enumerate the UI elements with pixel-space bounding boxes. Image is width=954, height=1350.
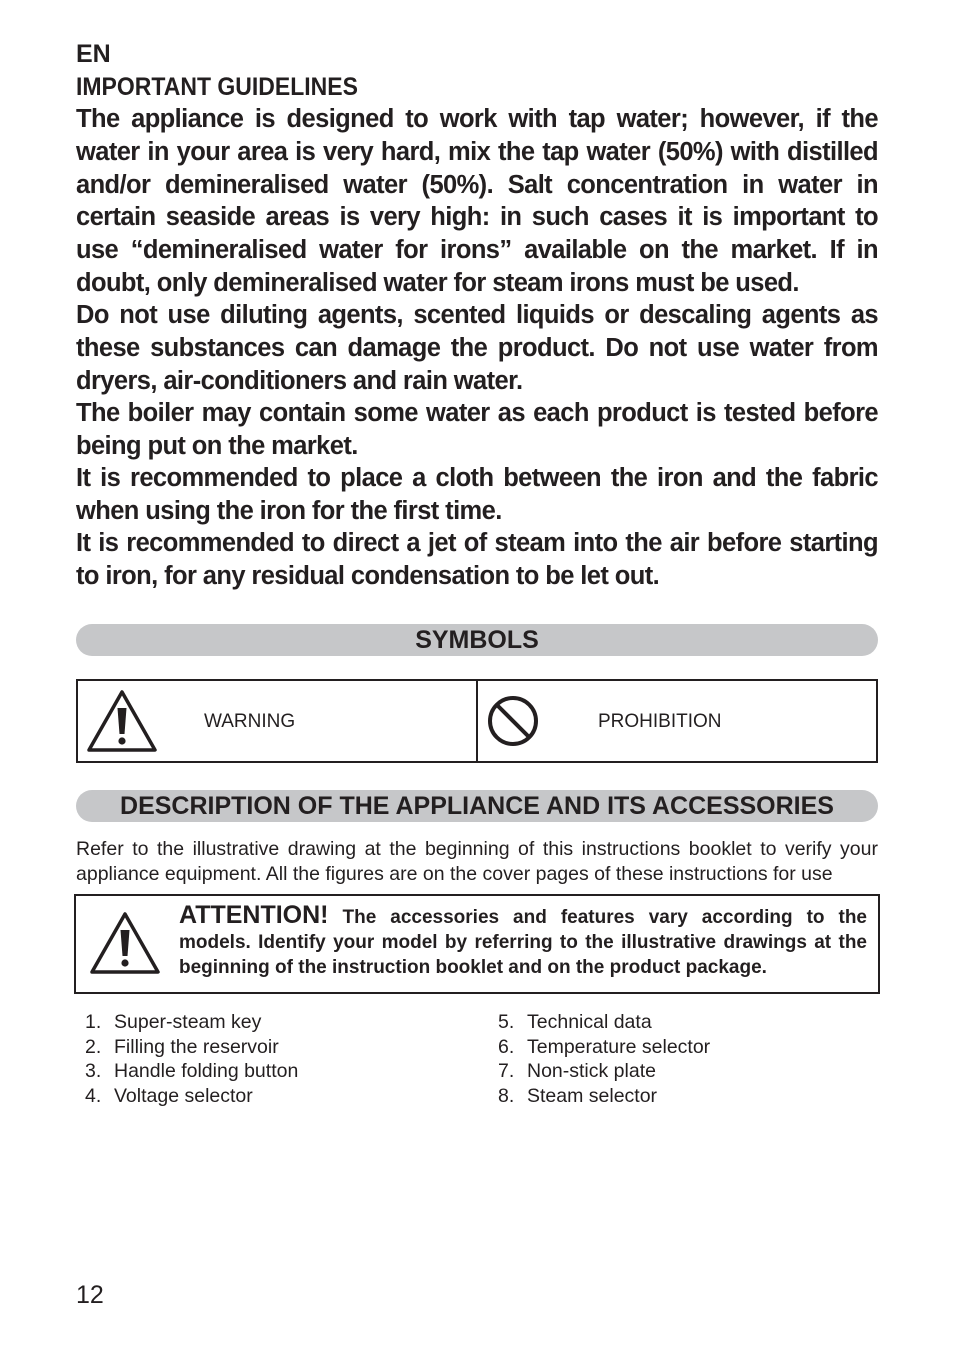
language-code: EN [76, 40, 111, 68]
part-label: Voltage selector [114, 1084, 253, 1107]
guideline-paragraph: The appliance is designed to work with tap water; however, if the water in your area is very hard, mix the tap water (50%) with distilled and/or demineralised water (50%). Salt concentration in water in certain seaside areas is very high: in such cases it is important to use “demineralised water for irons” available on the market. If in doubt, only demineralised water for steam irons must be used. [76, 105, 878, 297]
part-number: 1. [85, 1011, 102, 1033]
guidelines-title: IMPORTANT GUIDELINES [76, 73, 358, 101]
part-label: Temperature selector [527, 1035, 711, 1058]
guideline-paragraph: It is recommended to direct a jet of steam into the air before starting to iron, for any residual condensation to be let out. [76, 529, 878, 590]
list-item [498, 1084, 710, 1109]
symbol-cell-prohibition [476, 681, 876, 761]
list-item [85, 1059, 298, 1084]
part-number: 6. [498, 1035, 515, 1058]
parts-list-left [85, 1010, 298, 1108]
page-number: 12 [76, 1281, 104, 1309]
description-section-header: DESCRIPTION OF THE APPLIANCE AND ITS ACCESSORIES [76, 790, 878, 822]
part-number: 8. [498, 1084, 515, 1107]
part-number: 3. [85, 1060, 102, 1083]
part-label: Steam selector [527, 1084, 658, 1107]
symbols-section-header: SYMBOLS [76, 624, 878, 656]
attention-body: The accessories and features vary according to the models. Identify your model by referring to the illustrative drawings at the beginning of the instruction booklet and on the product package. [179, 907, 867, 978]
warning-label: WARNING [204, 711, 296, 732]
guideline-paragraph: Do not use diluting agents, scented liquids or descaling agents as these substances can damage the product. Do not use water from dryers, air-conditioners and rain water. [76, 301, 878, 395]
attention-heading: ATTENTION! [179, 901, 329, 929]
list-item [85, 1035, 298, 1060]
description-intro: Refer to the illustrative drawing at the beginning of this instructions booklet to verify your appliance equipment. All the figures are on the cover pages of these instructions for use [76, 838, 878, 885]
part-number: 7. [498, 1060, 515, 1083]
symbol-cell-warning [78, 681, 476, 761]
list-item [498, 1059, 710, 1084]
list-item [85, 1010, 298, 1035]
prohibition-label: PROHIBITION [598, 711, 722, 732]
part-label: Technical data [527, 1011, 652, 1033]
list-item [498, 1010, 710, 1035]
guideline-paragraph: It is recommended to place a cloth between the iron and the fabric when using the iron for the first time. [76, 464, 878, 525]
warning-triangle-icon [86, 688, 158, 754]
part-number: 5. [498, 1011, 515, 1033]
part-label: Non-stick plate [527, 1060, 656, 1083]
part-label: Super-steam key [114, 1011, 262, 1033]
part-number: 4. [85, 1084, 102, 1107]
warning-triangle-icon [88, 910, 162, 976]
part-label: Handle folding button [114, 1060, 299, 1083]
prohibition-icon [486, 694, 540, 748]
part-number: 2. [85, 1035, 102, 1058]
part-label: Filling the reservoir [114, 1035, 279, 1058]
list-item [85, 1084, 298, 1109]
attention-box [74, 894, 880, 994]
guideline-paragraph: The boiler may contain some water as each product is tested before being put on the market. [76, 399, 878, 460]
list-item [498, 1035, 710, 1060]
symbols-table [76, 679, 878, 763]
parts-list-right [498, 1010, 710, 1108]
attention-text [179, 903, 867, 980]
